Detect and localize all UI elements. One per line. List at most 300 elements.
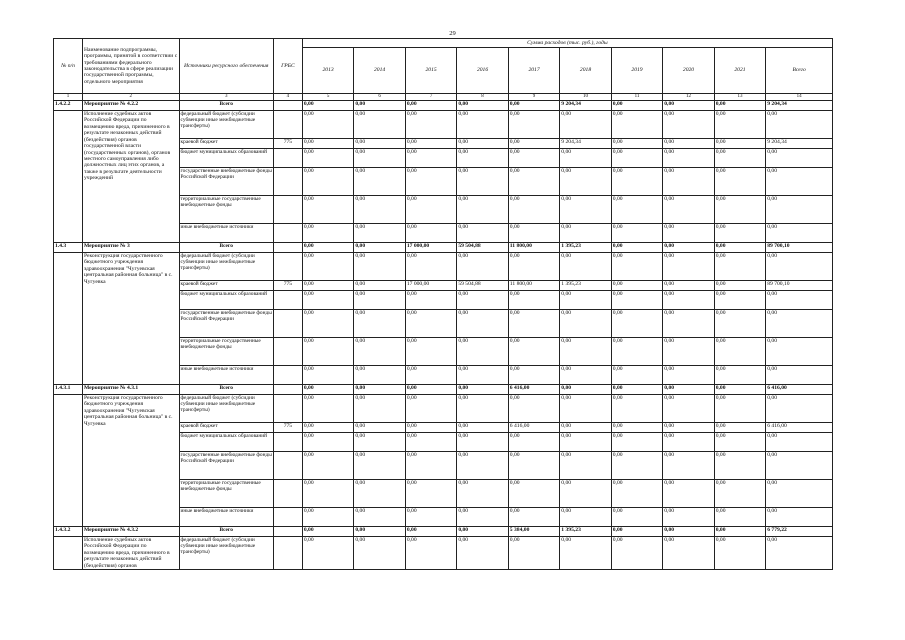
amount-cell: 0,00 xyxy=(766,149,833,168)
budget-table xyxy=(53,38,833,570)
amount-cell: 0,00 xyxy=(663,527,714,537)
grbs-code xyxy=(273,537,302,570)
amount-cell: 0,00 xyxy=(714,537,765,570)
column-number: 4 xyxy=(273,94,302,101)
column-number: 11 xyxy=(611,94,662,101)
amount-cell: 0,00 xyxy=(405,310,456,338)
amount-cell: 0,00 xyxy=(302,196,353,224)
amount-cell: 0,00 xyxy=(302,423,353,433)
row-number: 1.4.3 xyxy=(54,243,83,253)
amount-cell: 0,00 xyxy=(663,253,714,281)
amount-cell: 0,00 xyxy=(405,101,456,111)
header-source: Источники ресурсного обеспечения xyxy=(179,39,273,94)
grbs-code xyxy=(273,452,302,480)
funding-source: федеральный бюджет (субсидии субвенции иные межбюджетные трансферты) xyxy=(179,395,273,423)
amount-cell: 0,00 xyxy=(611,281,662,291)
amount-cell: 0,00 xyxy=(611,527,662,537)
header-year: 2020 xyxy=(663,48,714,94)
measure-description: Реконструкция государственного бюджетного учреждения здравоохранения "Чугуевская центральная районная больница" в с. Чугуевка xyxy=(82,395,179,527)
amount-cell: 0,00 xyxy=(766,537,833,570)
amount-cell: 0,00 xyxy=(611,243,662,253)
funding-source: Всего xyxy=(179,527,273,537)
grbs-code xyxy=(273,149,302,168)
amount-cell: 0,00 xyxy=(714,281,765,291)
amount-cell: 0,00 xyxy=(405,224,456,243)
amount-cell: 0,00 xyxy=(457,366,508,385)
amount-cell: 0,00 xyxy=(766,310,833,338)
amount-cell: 0,00 xyxy=(302,224,353,243)
amount-cell: 0,00 xyxy=(560,423,611,433)
funding-source: территориальные государственные внебюджетные фонды xyxy=(179,196,273,224)
grbs-code xyxy=(273,527,302,537)
row-number-empty xyxy=(54,537,83,570)
amount-cell: 0,00 xyxy=(302,149,353,168)
amount-cell: 0,00 xyxy=(611,423,662,433)
amount-cell: 0,00 xyxy=(302,537,353,570)
amount-cell: 0,00 xyxy=(457,395,508,423)
funding-source: краевой бюджет xyxy=(179,139,273,149)
amount-cell: 0,00 xyxy=(714,395,765,423)
table-row xyxy=(54,385,833,395)
amount-cell: 0,00 xyxy=(663,243,714,253)
amount-cell: 89 700,10 xyxy=(766,243,833,253)
amount-cell: 0,00 xyxy=(457,253,508,281)
amount-cell: 0,00 xyxy=(766,480,833,508)
amount-cell: 0,00 xyxy=(766,291,833,310)
column-number: 9 xyxy=(508,94,559,101)
amount-cell: 0,00 xyxy=(766,395,833,423)
amount-cell: 0,00 xyxy=(611,395,662,423)
grbs-code xyxy=(273,395,302,423)
table-row xyxy=(54,243,833,253)
funding-source: территориальные государственные внебюджетные фонды xyxy=(179,480,273,508)
amount-cell: 0,00 xyxy=(302,168,353,196)
page-number: 29 xyxy=(449,30,456,37)
amount-cell: 0,00 xyxy=(560,338,611,366)
funding-source: Всего xyxy=(179,243,273,253)
funding-source: бюджет муниципальных образований xyxy=(179,433,273,452)
amount-cell: 0,00 xyxy=(302,452,353,480)
row-number: 1.4.3.1 xyxy=(54,385,83,395)
amount-cell: 0,00 xyxy=(611,253,662,281)
amount-cell: 0,00 xyxy=(302,253,353,281)
amount-cell: 0,00 xyxy=(302,139,353,149)
amount-cell: 6 416,00 xyxy=(766,423,833,433)
amount-cell: 0,00 xyxy=(766,366,833,385)
amount-cell: 0,00 xyxy=(302,366,353,385)
table-row xyxy=(54,101,833,111)
amount-cell: 0,00 xyxy=(354,281,405,291)
amount-cell: 0,00 xyxy=(714,452,765,480)
amount-cell: 0,00 xyxy=(560,224,611,243)
amount-cell: 0,00 xyxy=(560,196,611,224)
amount-cell: 9 204,34 xyxy=(560,101,611,111)
column-number: 1 xyxy=(54,94,83,101)
grbs-code xyxy=(273,310,302,338)
amount-cell: 0,00 xyxy=(508,196,559,224)
amount-cell: 0,00 xyxy=(354,168,405,196)
amount-cell: 89 700,10 xyxy=(766,281,833,291)
amount-cell: 0,00 xyxy=(766,253,833,281)
grbs-code xyxy=(273,101,302,111)
amount-cell: 0,00 xyxy=(663,224,714,243)
table-row xyxy=(54,253,833,281)
amount-cell: 0,00 xyxy=(302,527,353,537)
amount-cell: 0,00 xyxy=(611,537,662,570)
amount-cell: 6 416,00 xyxy=(508,423,559,433)
amount-cell: 0,00 xyxy=(663,452,714,480)
amount-cell: 0,00 xyxy=(457,452,508,480)
amount-cell: 0,00 xyxy=(354,480,405,508)
measure-description: Исполнение судебных актов Российской Федерации по возмещению вреда, причиненного в результате незаконных действий (бездействия) органов государственной власти (государственных органов), органов местного самоуправления либо должностных лиц этих органов, а также в результате деятельности учреждений xyxy=(82,111,179,243)
grbs-code xyxy=(273,366,302,385)
amount-cell: 0,00 xyxy=(766,168,833,196)
amount-cell: 0,00 xyxy=(560,537,611,570)
amount-cell: 0,00 xyxy=(405,537,456,570)
row-number-empty xyxy=(54,395,83,527)
grbs-code xyxy=(273,338,302,366)
amount-cell: 0,00 xyxy=(560,452,611,480)
amount-cell: 0,00 xyxy=(714,385,765,395)
amount-cell: 0,00 xyxy=(405,111,456,139)
amount-cell: 9 204,34 xyxy=(766,101,833,111)
amount-cell: 11 800,00 xyxy=(508,281,559,291)
amount-cell: 0,00 xyxy=(354,196,405,224)
amount-cell: 0,00 xyxy=(354,253,405,281)
amount-cell: 0,00 xyxy=(457,338,508,366)
column-number: 13 xyxy=(714,94,765,101)
amount-cell: 0,00 xyxy=(663,149,714,168)
column-number: 3 xyxy=(179,94,273,101)
grbs-code xyxy=(273,224,302,243)
amount-cell: 0,00 xyxy=(508,253,559,281)
amount-cell: 1 395,23 xyxy=(560,281,611,291)
header-year: Всего xyxy=(766,48,833,94)
amount-cell: 0,00 xyxy=(611,310,662,338)
amount-cell: 0,00 xyxy=(611,196,662,224)
funding-source: государственные внебюджетные фонды Российской Федерации xyxy=(179,310,273,338)
amount-cell: 0,00 xyxy=(714,508,765,527)
amount-cell: 0,00 xyxy=(714,480,765,508)
amount-cell: 1 395,23 xyxy=(560,243,611,253)
amount-cell: 0,00 xyxy=(663,310,714,338)
amount-cell: 0,00 xyxy=(663,168,714,196)
funding-source: бюджет муниципальных образований xyxy=(179,291,273,310)
amount-cell: 0,00 xyxy=(560,395,611,423)
amount-cell: 59 504,88 xyxy=(457,281,508,291)
funding-source: Всего xyxy=(179,385,273,395)
amount-cell: 0,00 xyxy=(405,139,456,149)
grbs-code xyxy=(273,508,302,527)
amount-cell: 0,00 xyxy=(405,433,456,452)
amount-cell: 0,00 xyxy=(714,101,765,111)
funding-source: краевой бюджет xyxy=(179,423,273,433)
grbs-code: 775 xyxy=(273,139,302,149)
amount-cell: 0,00 xyxy=(457,149,508,168)
amount-cell: 0,00 xyxy=(302,291,353,310)
amount-cell: 0,00 xyxy=(508,452,559,480)
funding-source: государственные внебюджетные фонды Российской Федерации xyxy=(179,168,273,196)
amount-cell: 0,00 xyxy=(663,480,714,508)
amount-cell: 0,00 xyxy=(405,385,456,395)
amount-cell: 0,00 xyxy=(663,111,714,139)
grbs-code xyxy=(273,196,302,224)
amount-cell: 59 504,88 xyxy=(457,243,508,253)
amount-cell: 0,00 xyxy=(508,111,559,139)
amount-cell: 0,00 xyxy=(508,101,559,111)
amount-cell: 0,00 xyxy=(663,366,714,385)
amount-cell: 0,00 xyxy=(560,366,611,385)
amount-cell: 0,00 xyxy=(405,508,456,527)
header-year: 2015 xyxy=(405,48,456,94)
amount-cell: 0,00 xyxy=(354,527,405,537)
amount-cell: 0,00 xyxy=(457,224,508,243)
amount-cell: 0,00 xyxy=(714,310,765,338)
amount-cell: 0,00 xyxy=(508,480,559,508)
amount-cell: 0,00 xyxy=(766,452,833,480)
amount-cell: 0,00 xyxy=(714,527,765,537)
measure-title: Мероприятие № 3 xyxy=(82,243,179,253)
amount-cell: 0,00 xyxy=(611,168,662,196)
amount-cell: 0,00 xyxy=(354,423,405,433)
amount-cell: 0,00 xyxy=(508,139,559,149)
column-number: 14 xyxy=(766,94,833,101)
amount-cell: 0,00 xyxy=(405,480,456,508)
grbs-code: 775 xyxy=(273,281,302,291)
amount-cell: 0,00 xyxy=(508,310,559,338)
amount-cell: 0,00 xyxy=(405,423,456,433)
amount-cell: 0,00 xyxy=(302,281,353,291)
amount-cell: 0,00 xyxy=(766,196,833,224)
header-name: Наименование подпрограммы, программы, принятой в соответствии с требованиями федерального законодательства в сфере реализации государственной программы, отдельного мероприятия xyxy=(82,39,179,94)
amount-cell: 0,00 xyxy=(560,508,611,527)
amount-cell: 0,00 xyxy=(714,253,765,281)
amount-cell: 0,00 xyxy=(714,243,765,253)
amount-cell: 0,00 xyxy=(405,196,456,224)
column-number: 12 xyxy=(663,94,714,101)
funding-source: федеральный бюджет (субсидии субвенции иные межбюджетные трансферты) xyxy=(179,111,273,139)
header-year: 2021 xyxy=(714,48,765,94)
funding-source: бюджет муниципальных образований xyxy=(179,149,273,168)
amount-cell: 0,00 xyxy=(354,395,405,423)
amount-cell: 0,00 xyxy=(663,423,714,433)
amount-cell: 0,00 xyxy=(611,385,662,395)
header-year: 2013 xyxy=(302,48,353,94)
measure-title: Мероприятие № 4.3.2 xyxy=(82,527,179,537)
amount-cell: 0,00 xyxy=(663,508,714,527)
header-year: 2017 xyxy=(508,48,559,94)
funding-source: иные внебюджетные источники xyxy=(179,508,273,527)
amount-cell: 0,00 xyxy=(611,291,662,310)
amount-cell: 0,00 xyxy=(714,338,765,366)
amount-cell: 0,00 xyxy=(354,111,405,139)
amount-cell: 0,00 xyxy=(405,149,456,168)
amount-cell: 0,00 xyxy=(560,149,611,168)
amount-cell: 0,00 xyxy=(611,452,662,480)
amount-cell: 0,00 xyxy=(560,480,611,508)
amount-cell: 0,00 xyxy=(457,480,508,508)
amount-cell: 0,00 xyxy=(611,338,662,366)
amount-cell: 0,00 xyxy=(663,196,714,224)
amount-cell: 0,00 xyxy=(714,224,765,243)
grbs-code xyxy=(273,291,302,310)
amount-cell: 0,00 xyxy=(508,433,559,452)
amount-cell: 0,00 xyxy=(405,253,456,281)
row-number: 1.4.2.2 xyxy=(54,101,83,111)
amount-cell: 0,00 xyxy=(457,537,508,570)
amount-cell: 0,00 xyxy=(611,139,662,149)
amount-cell: 0,00 xyxy=(611,101,662,111)
funding-source: территориальные государственные внебюджетные фонды xyxy=(179,338,273,366)
amount-cell: 0,00 xyxy=(663,281,714,291)
amount-cell: 0,00 xyxy=(302,395,353,423)
header-year: 2016 xyxy=(457,48,508,94)
measure-title: Мероприятие № 4.3.1 xyxy=(82,385,179,395)
amount-cell: 0,00 xyxy=(457,111,508,139)
amount-cell: 0,00 xyxy=(508,168,559,196)
grbs-code xyxy=(273,385,302,395)
amount-cell: 0,00 xyxy=(663,338,714,366)
amount-cell: 0,00 xyxy=(714,168,765,196)
amount-cell: 17 000,00 xyxy=(405,281,456,291)
amount-cell: 0,00 xyxy=(714,366,765,385)
table-row xyxy=(54,395,833,423)
grbs-code xyxy=(273,433,302,452)
amount-cell: 0,00 xyxy=(560,111,611,139)
amount-cell: 0,00 xyxy=(354,366,405,385)
header-num: № п/п xyxy=(54,39,83,94)
amount-cell: 0,00 xyxy=(354,537,405,570)
amount-cell: 9 204,34 xyxy=(766,139,833,149)
amount-cell: 0,00 xyxy=(354,310,405,338)
amount-cell: 0,00 xyxy=(560,310,611,338)
column-number: 10 xyxy=(560,94,611,101)
header-grbs: ГРБС xyxy=(273,39,302,94)
amount-cell: 0,00 xyxy=(508,366,559,385)
amount-cell: 0,00 xyxy=(560,253,611,281)
funding-source: государственные внебюджетные фонды Российской Федерации xyxy=(179,452,273,480)
amount-cell: 0,00 xyxy=(611,433,662,452)
amount-cell: 0,00 xyxy=(714,139,765,149)
funding-source: краевой бюджет xyxy=(179,281,273,291)
amount-cell: 0,00 xyxy=(457,139,508,149)
amount-cell: 0,00 xyxy=(302,111,353,139)
amount-cell: 0,00 xyxy=(354,139,405,149)
amount-cell: 0,00 xyxy=(457,168,508,196)
amount-cell: 0,00 xyxy=(354,452,405,480)
amount-cell: 0,00 xyxy=(405,338,456,366)
amount-cell: 0,00 xyxy=(508,291,559,310)
amount-cell: 0,00 xyxy=(560,433,611,452)
funding-source: федеральный бюджет (субсидии субвенции иные межбюджетные трансферты) xyxy=(179,253,273,281)
amount-cell: 0,00 xyxy=(508,508,559,527)
amount-cell: 0,00 xyxy=(457,101,508,111)
amount-cell: 0,00 xyxy=(457,291,508,310)
amount-cell: 0,00 xyxy=(508,537,559,570)
amount-cell: 0,00 xyxy=(354,149,405,168)
amount-cell: 0,00 xyxy=(508,338,559,366)
amount-cell: 0,00 xyxy=(302,101,353,111)
measure-description: Исполнение судебных актов Российской Федерации по возмещению вреда, причиненного в результате незаконных действий (бездействия) органов xyxy=(82,537,179,570)
amount-cell: 0,00 xyxy=(714,149,765,168)
column-number: 2 xyxy=(82,94,179,101)
table-row xyxy=(54,111,833,139)
amount-cell: 0,00 xyxy=(457,508,508,527)
amount-cell: 0,00 xyxy=(663,291,714,310)
measure-description: Реконструкция государственного бюджетного учреждения здравоохранения "Чугуевская центральная районная больница" в с. Чугуевка xyxy=(82,253,179,385)
row-number-empty xyxy=(54,111,83,243)
amount-cell: 0,00 xyxy=(302,385,353,395)
funding-source: федеральный бюджет (субсидии субвенции иные межбюджетные трансферты) xyxy=(179,537,273,570)
amount-cell: 0,00 xyxy=(663,101,714,111)
amount-cell: 0,00 xyxy=(714,433,765,452)
grbs-code xyxy=(273,168,302,196)
amount-cell: 0,00 xyxy=(302,433,353,452)
amount-cell: 0,00 xyxy=(508,395,559,423)
amount-cell: 0,00 xyxy=(663,537,714,570)
amount-cell: 0,00 xyxy=(457,310,508,338)
column-number: 5 xyxy=(302,94,353,101)
column-number: 6 xyxy=(354,94,405,101)
amount-cell: 0,00 xyxy=(457,385,508,395)
amount-cell: 0,00 xyxy=(766,508,833,527)
amount-cell: 0,00 xyxy=(405,366,456,385)
amount-cell: 0,00 xyxy=(457,527,508,537)
amount-cell: 0,00 xyxy=(354,224,405,243)
amount-cell: 5 384,00 xyxy=(508,527,559,537)
header-year: 2019 xyxy=(611,48,662,94)
column-number: 8 xyxy=(457,94,508,101)
amount-cell: 0,00 xyxy=(354,101,405,111)
funding-source: иные внебюджетные источники xyxy=(179,366,273,385)
amount-cell: 0,00 xyxy=(354,433,405,452)
amount-cell: 6 416,00 xyxy=(508,385,559,395)
amount-cell: 0,00 xyxy=(508,149,559,168)
amount-cell: 0,00 xyxy=(766,111,833,139)
table-row xyxy=(54,537,833,570)
amount-cell: 0,00 xyxy=(611,111,662,139)
amount-cell: 0,00 xyxy=(457,433,508,452)
amount-cell: 0,00 xyxy=(302,310,353,338)
amount-cell: 0,00 xyxy=(611,224,662,243)
amount-cell: 0,00 xyxy=(611,149,662,168)
amount-cell: 0,00 xyxy=(560,168,611,196)
amount-cell: 0,00 xyxy=(302,508,353,527)
amount-cell: 0,00 xyxy=(457,196,508,224)
grbs-code xyxy=(273,111,302,139)
grbs-code xyxy=(273,253,302,281)
amount-cell: 0,00 xyxy=(714,111,765,139)
amount-cell: 0,00 xyxy=(611,508,662,527)
amount-cell: 0,00 xyxy=(766,224,833,243)
amount-cell: 0,00 xyxy=(354,385,405,395)
amount-cell: 0,00 xyxy=(611,366,662,385)
amount-cell: 0,00 xyxy=(714,423,765,433)
amount-cell: 0,00 xyxy=(354,243,405,253)
grbs-code xyxy=(273,480,302,508)
amount-cell: 0,00 xyxy=(405,527,456,537)
amount-cell: 0,00 xyxy=(663,395,714,423)
header-year: 2014 xyxy=(354,48,405,94)
amount-cell: 6 416,00 xyxy=(766,385,833,395)
amount-cell: 11 800,00 xyxy=(508,243,559,253)
table-row xyxy=(54,527,833,537)
amount-cell: 0,00 xyxy=(302,338,353,366)
amount-cell: 0,00 xyxy=(714,196,765,224)
amount-cell: 0,00 xyxy=(457,423,508,433)
amount-cell: 6 779,22 xyxy=(766,527,833,537)
amount-cell: 0,00 xyxy=(405,291,456,310)
